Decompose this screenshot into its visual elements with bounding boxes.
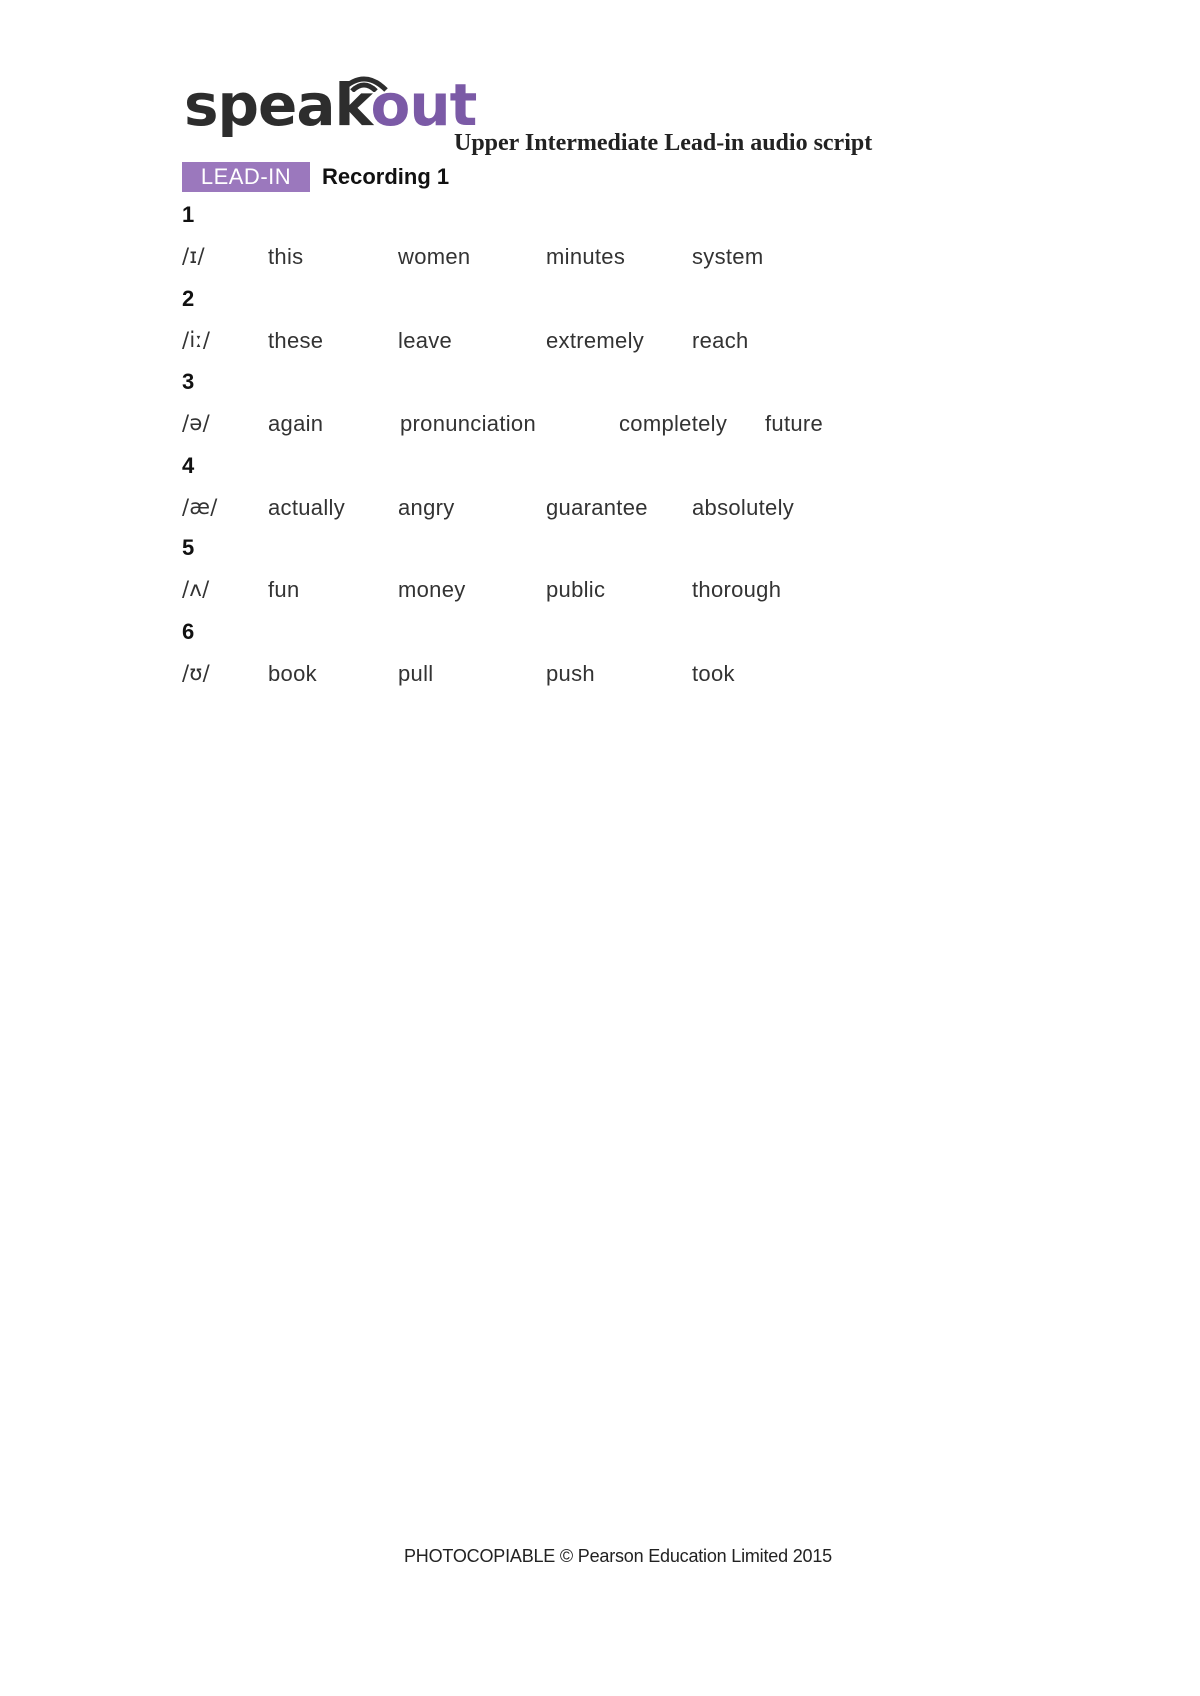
example-word: extremely xyxy=(546,328,645,353)
example-word: completely xyxy=(619,411,728,436)
row-number: 3 xyxy=(182,369,195,394)
example-word: book xyxy=(268,661,317,686)
example-word: again xyxy=(268,411,324,436)
row-number: 2 xyxy=(182,286,195,311)
speakout-logo xyxy=(184,66,477,156)
example-word: absolutely xyxy=(692,495,795,520)
example-word: fun xyxy=(268,577,300,602)
example-word: angry xyxy=(398,495,455,520)
example-word: leave xyxy=(398,328,453,353)
row-number: 6 xyxy=(182,619,195,644)
row-number: 5 xyxy=(182,535,195,560)
example-word: reach xyxy=(692,328,749,353)
phonetic-symbol: /ə/ xyxy=(182,411,210,435)
phonetic-symbol: /iː/ xyxy=(182,328,211,352)
example-word: pronunciation xyxy=(400,411,536,436)
example-word: actually xyxy=(268,495,345,520)
example-word: system xyxy=(692,244,764,269)
example-word: money xyxy=(398,577,466,602)
lead-in-badge: LEAD-IN xyxy=(182,162,310,192)
example-word: public xyxy=(546,577,606,602)
example-word: pull xyxy=(398,661,434,686)
phonetic-symbol: /ʊ/ xyxy=(182,661,211,685)
document-title: Upper Intermediate Lead-in audio script xyxy=(454,130,873,156)
example-word: thorough xyxy=(692,577,782,602)
copyright-footer: PHOTOCOPIABLE © Pearson Education Limited 2015 xyxy=(404,1546,832,1566)
example-word: push xyxy=(546,661,595,686)
logo-part-out: out xyxy=(370,71,477,139)
phonetic-symbol: /ʌ/ xyxy=(182,577,210,601)
recording-title: Recording 1 xyxy=(322,164,450,189)
example-word: took xyxy=(692,661,735,686)
phonetic-symbol: /æ/ xyxy=(182,495,218,519)
phonetic-symbol: /ɪ/ xyxy=(182,244,205,268)
row-number: 1 xyxy=(182,202,195,227)
example-word: this xyxy=(268,244,304,269)
logo-part-speak: speak xyxy=(184,71,371,139)
example-word: guarantee xyxy=(546,495,648,520)
example-word: women xyxy=(398,244,471,269)
row-number: 4 xyxy=(182,453,195,478)
example-word: future xyxy=(765,411,824,436)
example-word: these xyxy=(268,328,324,353)
logo-wordmark xyxy=(184,71,477,139)
example-word: minutes xyxy=(546,244,626,269)
